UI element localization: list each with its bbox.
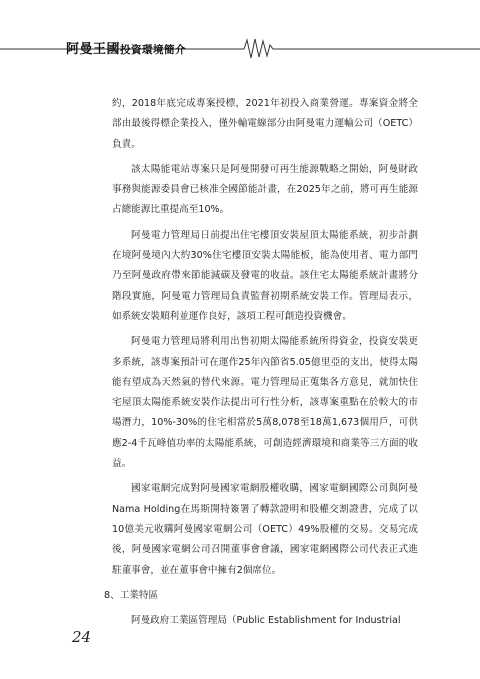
paragraph-2: 該太陽能電站專案只是阿曼開發可再生能源戰略之開始，阿曼財政事務與能源委員會已核准全國節能計畫，在2025年之前，將可再生能源占總能源比重提高至10%。	[112, 163, 418, 216]
header-title-main: 阿曼王國	[66, 42, 121, 57]
paragraph-5: 國家電網完成對阿曼國家電網股權收購，國家電網國際公司與阿曼Nama Holding在馬斯開特簽署了轉款證明和股權交割證書，完成了以10億美元收購阿曼國家電網公司（OETC）49%股權的交易。交易完成後，阿曼國家電網公司召開董事會會議，國家電網國際公司代表正式進駐董事會，並在董事會中擁有2個席位。	[112, 483, 418, 576]
running-header	[0, 36, 480, 60]
paragraph-3: 阿曼電力管理局日前提出住宅樓頂安裝屋頂太陽能系統，初步計劃在境阿曼境內大約30%住宅樓頂安裝太陽能板，能為使用者、電力部門乃至阿曼政府帶來節能減碳及發電的收益。該住宅太陽能系統計畫將分階段實施，阿曼電力管理局負責監督初期系統安裝工作。管理局表示，如系統安裝順利並運作良好，該項工程可創造投資機會。	[112, 229, 418, 322]
paragraph-6: 阿曼政府工業區管理局（Public Establishment for Industrial	[131, 615, 401, 627]
header-title-sub: 投資環境簡介	[120, 44, 187, 56]
paragraph-1: 約，2018年底完成專案授標，2021年初投入商業營運。專案資金將全部由最後得標企業投入，僅外輸電線部分由阿曼電力運輸公司（OETC）負責。	[112, 98, 418, 150]
body-text	[104, 94, 418, 636]
header-title	[66, 38, 186, 57]
paragraph-4: 阿曼電力管理局將利用出售初期太陽能系統所得資金，投資安裝更多系統，該專案預計可在運作25年內節省5.05億里亞的支出，使得太陽能有望成為天然氣的替代來源。電力管理局正蒐集各方意見，就加快住宅屋頂太陽能系統安裝作法提出可行性分析，該專案重點在於較大的市場潛力，10%-30%的住宅相當於5萬8,078至18萬1,673個用戶，可供應2-4千瓦峰值功率的太陽能系統，可創造經濟環境和商業等三方面的收益。	[112, 336, 418, 470]
page-number: 24	[72, 628, 92, 646]
section-heading: 8、工業特區	[104, 589, 159, 601]
